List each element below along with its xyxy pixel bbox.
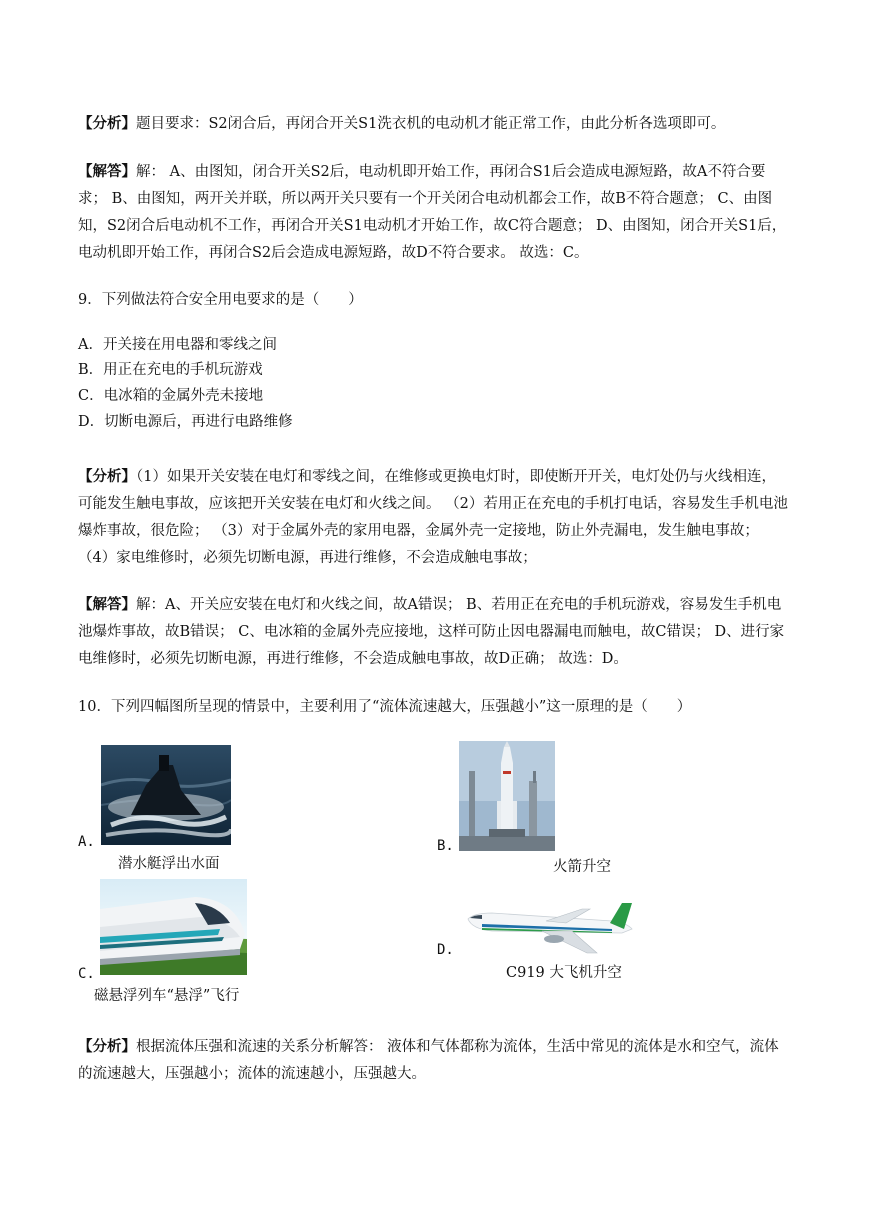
c919-airplane-image [462,901,642,957]
rocket-image [459,741,555,851]
q10-option-a-caption: 潜水艇浮出水面 [118,856,220,872]
q9-option-b: B．用正在充电的手机玩游戏 [78,362,263,378]
analysis-text: （1）如果开关安装在电灯和零线之间，在维修或更换电灯时，即使断开开关，电灯处仍与火线相连，可能发生触电事故，应该把开关安装在电灯和火线之间。 （2）若用正在充电的手机打电话，容易发生手机电池爆炸事故，很危险； （3）对于金属外壳的家用电器，金属外壳一定接地，防止外壳漏电，发生触电事故； （4）家电维修时，必须先切断电源，再进行维修，不会造成触电事故； [78,469,788,566]
analysis-tag: 【分析】 [78,1038,136,1055]
maglev-train-image [100,879,247,975]
q10-option-c-letter: C. [78,966,95,982]
q10-option-a-letter: A. [78,834,95,850]
q9-option-c: C．电冰箱的金属外壳未接地 [78,388,264,404]
q8-solution [78,158,790,267]
solution-text: 解：A、开关应安装在电灯和火线之间，故A错误； B、若用正在充电的手机玩游戏，容易发生手机电池爆炸事故，故B错误； C、电冰箱的金属外壳应接地，这样可防止因电器漏电而触电，故C错误； D、进行家电维修时，必须先切断电源，再进行维修，不会造成触电事故，故D正确； 故选：D。 [78,597,785,667]
q10-stem: 10．下列四幅图所呈现的情景中，主要利用了“流体流速越大，压强越小”这一原理的是（ ） [78,699,692,715]
q10-analysis [78,1033,790,1088]
q9-stem: 9．下列做法符合安全用电要求的是（ ） [78,292,363,308]
q10-option-b-letter: B. [437,838,454,854]
solution-tag: 【解答】 [78,596,136,613]
q10-option-b-caption: 火箭升空 [553,859,611,875]
analysis-tag: 【分析】 [78,468,136,485]
analysis-text: 题目要求：S2闭合后，再闭合开关S1洗衣机的电动机才能正常工作，由此分析各选项即可。 [136,116,726,132]
solution-tag: 【解答】 [78,163,136,180]
q10-option-c-caption: 磁悬浮列车“悬浮”飞行 [94,988,240,1004]
q9-option-d: D．切断电源后，再进行电路维修 [78,414,293,430]
analysis-text: 根据流体压强和流速的关系分析解答： 液体和气体都称为流体，生活中常见的流体是水和空气，流体的流速越大，压强越小；流体的流速越小，压强越大。 [78,1039,779,1082]
q10-option-d-caption: C919 大飞机升空 [506,965,622,981]
q9-solution [78,591,790,673]
submarine-image [101,745,231,845]
q9-analysis [78,463,790,572]
analysis-tag: 【分析】 [78,115,136,132]
q9-option-a: A．开关接在用电器和零线之间 [78,337,277,353]
q10-option-d-letter: D. [437,942,454,958]
q8-analysis [78,110,790,138]
solution-text: 解： A、由图知，闭合开关S2后，电动机即开始工作，再闭合S1后会造成电源短路，故A不符合要求； B、由图知，两开关并联，所以两开关只要有一个开关闭合电动机都会工作，故B不符合题意； C、由图知，S2闭合后电动机不工作，再闭合开关S1电动机才开始工作，故C符合题意； D、由图知，闭合开关S1后，电动机即开始工作，再闭合S2后会造成电源短路，故D不符合要求。 故选：C。 [78,164,787,261]
